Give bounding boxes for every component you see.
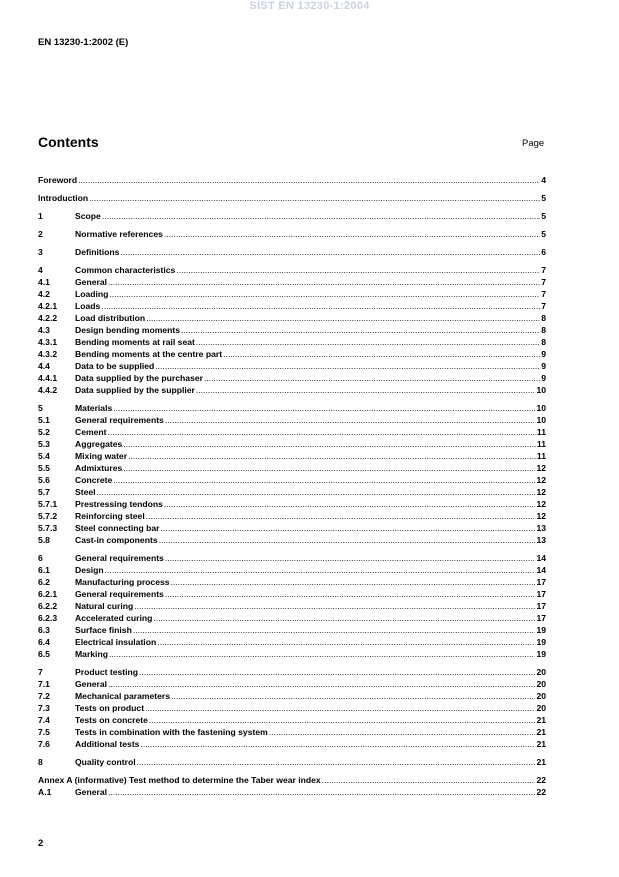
toc-entry-page: 11: [536, 427, 546, 437]
toc-entry[interactable]: [38, 576, 546, 588]
toc-entry-page: 17: [536, 577, 546, 587]
toc-dot-leader: [133, 624, 536, 636]
toc-entry-number: 7: [38, 667, 43, 677]
toc-entry-title: Electrical insulation: [75, 637, 157, 647]
toc-entry-title: Surface finish: [75, 625, 132, 635]
toc-entry-title: Bending moments at rail seat: [75, 337, 195, 347]
toc-entry-page: 13: [536, 535, 546, 545]
toc-entry-number: 7.6: [38, 739, 50, 749]
toc-entry-page: 12: [536, 463, 546, 473]
toc-entry-page: 21: [536, 727, 546, 737]
toc-entry-number: A.1: [38, 787, 52, 797]
toc-entry[interactable]: [38, 264, 546, 276]
toc-entry-title: Cement: [75, 427, 107, 437]
toc-group: [38, 192, 546, 204]
toc-dot-leader: [204, 372, 540, 384]
toc-group: [38, 264, 546, 396]
toc-entry-page: 19: [536, 625, 546, 635]
toc-entry[interactable]: [38, 474, 546, 486]
toc-entry-page: 20: [536, 703, 546, 713]
toc-entry-title: Prestressing tendons: [75, 499, 163, 509]
toc-group: [38, 174, 546, 186]
toc-dot-leader: [123, 462, 535, 474]
toc-entry-page: 14: [536, 565, 546, 575]
toc-entry-title: General requirements: [75, 553, 164, 563]
toc-entry[interactable]: [38, 276, 546, 288]
table-of-contents: [38, 174, 546, 804]
toc-dot-leader: [113, 474, 535, 486]
toc-dot-leader: [145, 702, 535, 714]
toc-group: [38, 246, 546, 258]
toc-group: [38, 552, 546, 660]
toc-dot-leader: [78, 174, 540, 186]
toc-entry-title: Load distribution: [75, 313, 146, 323]
toc-dot-leader: [181, 324, 540, 336]
toc-entry[interactable]: [38, 450, 546, 462]
toc-entry-number: 6.2.2: [38, 601, 58, 611]
toc-entry-title: Data supplied by the supplier: [75, 385, 195, 395]
toc-entry[interactable]: [38, 534, 546, 546]
toc-entry-title: Introduction: [38, 193, 89, 203]
toc-entry[interactable]: [38, 414, 546, 426]
toc-entry-page: 7: [541, 301, 546, 311]
toc-entry-number: 5.7.3: [38, 523, 58, 533]
toc-entry-page: 12: [536, 475, 546, 485]
toc-entry-number: 7.1: [38, 679, 50, 689]
toc-entry[interactable]: [38, 438, 546, 450]
toc-entry-page: 5: [541, 211, 546, 221]
toc-entry-title: Tests in combination with the fastening system: [75, 727, 268, 737]
toc-entry[interactable]: [38, 612, 546, 624]
toc-dot-leader: [165, 552, 536, 564]
toc-entry[interactable]: [38, 756, 546, 768]
toc-entry-title: Foreword: [38, 175, 78, 185]
toc-entry-number: 5.7.2: [38, 511, 58, 521]
toc-entry[interactable]: [38, 288, 546, 300]
toc-entry-page: 5: [541, 193, 546, 203]
toc-entry-page: 7: [541, 265, 546, 275]
toc-entry[interactable]: [38, 360, 546, 372]
toc-entry-page: 21: [536, 757, 546, 767]
toc-entry[interactable]: [38, 384, 546, 396]
toc-dot-leader: [123, 438, 536, 450]
toc-entry-number: 4.3: [38, 325, 50, 335]
toc-group: [38, 210, 546, 222]
toc-entry-page: 20: [536, 679, 546, 689]
toc-entry[interactable]: [38, 636, 546, 648]
toc-entry[interactable]: [38, 624, 546, 636]
toc-entry-number: 2: [38, 229, 43, 239]
toc-entry[interactable]: [38, 426, 546, 438]
toc-dot-leader: [146, 312, 540, 324]
toc-entry[interactable]: [38, 564, 546, 576]
toc-entry[interactable]: [38, 678, 546, 690]
toc-entry-title: Loading: [75, 289, 109, 299]
toc-entry-number: 5.2: [38, 427, 50, 437]
toc-entry-page: 13: [536, 523, 546, 533]
toc-entry-number: 4.4.2: [38, 385, 58, 395]
toc-entry-page: 9: [541, 349, 546, 359]
toc-entry-number: 5.4: [38, 451, 50, 461]
toc-dot-leader: [164, 498, 536, 510]
toc-entry-title: Accelerated curing: [75, 613, 153, 623]
toc-entry-number: 4.3.2: [38, 349, 58, 359]
toc-dot-leader: [159, 534, 536, 546]
toc-entry[interactable]: [38, 588, 546, 600]
toc-entry-page: 22: [536, 787, 546, 797]
toc-group: [38, 228, 546, 240]
toc-dot-leader: [102, 210, 540, 222]
toc-entry-page: 10: [536, 415, 546, 425]
toc-entry-title: Tests on concrete: [75, 715, 148, 725]
toc-entry-title: Natural curing: [75, 601, 134, 611]
toc-entry-number: 1: [38, 211, 43, 221]
toc-entry-number: 4.1: [38, 277, 50, 287]
toc-dot-leader: [128, 450, 536, 462]
toc-entry-number: 4.3.1: [38, 337, 58, 347]
toc-entry-number: 5.5: [38, 463, 50, 473]
toc-dot-leader: [137, 756, 536, 768]
toc-entry-page: 19: [536, 649, 546, 659]
toc-entry-number: 4.2.1: [38, 301, 58, 311]
toc-entry[interactable]: [38, 246, 546, 258]
toc-entry-number: 5.7.1: [38, 499, 58, 509]
toc-entry[interactable]: [38, 786, 546, 798]
toc-entry-number: 8: [38, 757, 43, 767]
toc-dot-leader: [196, 336, 540, 348]
toc-entry-title: Concrete: [75, 475, 113, 485]
toc-entry-title: Admixtures: [75, 463, 123, 473]
toc-entry-number: 6.1: [38, 565, 50, 575]
toc-entry[interactable]: [38, 348, 546, 360]
toc-entry[interactable]: [38, 228, 546, 240]
toc-dot-leader: [140, 738, 535, 750]
page-number: 2: [38, 838, 44, 849]
toc-entry[interactable]: [38, 312, 546, 324]
toc-entry-number: 6.2.1: [38, 589, 58, 599]
toc-dot-leader: [155, 360, 540, 372]
toc-dot-leader: [161, 522, 536, 534]
toc-entry-title: Mechanical parameters: [75, 691, 171, 701]
toc-dot-leader: [176, 264, 540, 276]
toc-entry[interactable]: [38, 300, 546, 312]
toc-dot-leader: [108, 276, 540, 288]
toc-entry-title: Design bending moments: [75, 325, 181, 335]
toc-entry-number: 5.7: [38, 487, 50, 497]
toc-entry-title: Definitions: [75, 247, 120, 257]
toc-entry-page: 17: [536, 613, 546, 623]
toc-entry-title: General: [75, 277, 108, 287]
toc-entry[interactable]: [38, 336, 546, 348]
toc-entry[interactable]: [38, 192, 546, 204]
toc-entry-title: Data to be supplied: [75, 361, 155, 371]
toc-entry-page: 14: [536, 553, 546, 563]
contents-title: Contents: [38, 134, 99, 150]
toc-entry[interactable]: [38, 702, 546, 714]
toc-entry-title: General: [75, 679, 108, 689]
toc-dot-leader: [196, 384, 536, 396]
toc-entry-page: 8: [541, 325, 546, 335]
toc-group: [38, 774, 546, 798]
toc-entry-number: 5: [38, 403, 43, 413]
toc-entry-number: 3: [38, 247, 43, 257]
toc-entry-page: 8: [541, 313, 546, 323]
toc-dot-leader: [89, 192, 540, 204]
page-column-label: Page: [522, 138, 545, 149]
toc-entry-number: 4.2: [38, 289, 50, 299]
document-id: EN 13230-1:2002 (E): [38, 37, 129, 48]
toc-group: [38, 402, 546, 546]
toc-entry-number: 7.2: [38, 691, 50, 701]
toc-entry-title: Design: [75, 565, 104, 575]
toc-entry-number: 6.4: [38, 637, 50, 647]
toc-entry-number: 6.3: [38, 625, 50, 635]
toc-entry-title: Data supplied by the purchaser: [75, 373, 203, 383]
toc-dot-leader: [109, 648, 535, 660]
toc-entry[interactable]: [38, 324, 546, 336]
toc-entry-title: Bending moments at the centre part: [75, 349, 223, 359]
toc-entry-title: Scope: [75, 211, 101, 221]
toc-entry[interactable]: [38, 600, 546, 612]
toc-entry-number: 5.8: [38, 535, 50, 545]
toc-dot-leader: [153, 612, 535, 624]
toc-entry[interactable]: [38, 498, 546, 510]
toc-entry-number: 4.4.1: [38, 373, 58, 383]
toc-entry-number: 7.4: [38, 715, 50, 725]
toc-dot-leader: [157, 636, 535, 648]
toc-entry-page: 20: [536, 667, 546, 677]
toc-dot-leader: [139, 666, 535, 678]
toc-dot-leader: [322, 774, 536, 786]
toc-entry-number: 7.5: [38, 727, 50, 737]
toc-entry-title: Mixing water: [75, 451, 128, 461]
toc-entry[interactable]: [38, 690, 546, 702]
toc-entry[interactable]: [38, 462, 546, 474]
toc-dot-leader: [109, 288, 540, 300]
toc-entry-title: Loads: [75, 301, 101, 311]
toc-entry-page: 11: [536, 439, 546, 449]
toc-entry-number: 4.2.2: [38, 313, 58, 323]
toc-entry-title: Marking: [75, 649, 108, 659]
toc-entry-number: 6.2: [38, 577, 50, 587]
toc-entry-page: 8: [541, 337, 546, 347]
toc-entry[interactable]: [38, 774, 546, 786]
toc-entry-title: General: [75, 787, 108, 797]
toc-entry-title: Steel connecting bar: [75, 523, 160, 533]
toc-entry-number: 5.3: [38, 439, 50, 449]
toc-dot-leader: [171, 576, 536, 588]
toc-entry-title: Materials: [75, 403, 113, 413]
toc-dot-leader: [269, 726, 536, 738]
toc-entry-title: Tests on product: [75, 703, 145, 713]
toc-entry-title: General requirements: [75, 415, 164, 425]
toc-entry-page: 7: [541, 289, 546, 299]
toc-entry-page: 21: [536, 739, 546, 749]
toc-dot-leader: [164, 228, 540, 240]
toc-entry[interactable]: [38, 726, 546, 738]
toc-dot-leader: [120, 246, 540, 258]
toc-entry-page: 4: [541, 175, 546, 185]
toc-dot-leader: [113, 402, 535, 414]
toc-entry-number: 6.5: [38, 649, 50, 659]
toc-entry-page: 12: [536, 499, 546, 509]
toc-entry-page: 12: [536, 487, 546, 497]
toc-entry[interactable]: [38, 738, 546, 750]
toc-dot-leader: [149, 714, 536, 726]
toc-entry-page: 20: [536, 691, 546, 701]
toc-entry-title: Reinforcing steel: [75, 511, 145, 521]
toc-entry[interactable]: [38, 372, 546, 384]
toc-entry-page: 9: [541, 373, 546, 383]
toc-entry-title: Additional tests: [75, 739, 140, 749]
toc-entry[interactable]: [38, 210, 546, 222]
toc-entry[interactable]: [38, 174, 546, 186]
toc-entry-number: 5.6: [38, 475, 50, 485]
toc-group: [38, 756, 546, 768]
toc-entry-title: Cast-in components: [75, 535, 158, 545]
toc-entry-page: 7: [541, 277, 546, 287]
toc-dot-leader: [97, 486, 536, 498]
toc-dot-leader: [108, 678, 535, 690]
toc-dot-leader: [108, 786, 535, 798]
toc-entry-number: 4: [38, 265, 43, 275]
toc-entry-number: 7.3: [38, 703, 50, 713]
toc-entry-page: 10: [536, 385, 546, 395]
toc-dot-leader: [146, 510, 536, 522]
toc-entry-number: 5.1: [38, 415, 50, 425]
watermark: SIST EN 13230-1:2004: [249, 0, 370, 12]
toc-dot-leader: [101, 300, 540, 312]
toc-entry[interactable]: [38, 666, 546, 678]
toc-entry[interactable]: [38, 522, 546, 534]
toc-entry-title: Aggregates: [75, 439, 123, 449]
toc-dot-leader: [171, 690, 535, 702]
toc-entry[interactable]: [38, 402, 546, 414]
toc-entry-title: Normative references: [75, 229, 163, 239]
toc-entry-title: Manufacturing process: [75, 577, 170, 587]
toc-entry-title: Common characteristics: [75, 265, 176, 275]
toc-entry-page: 10: [536, 403, 546, 413]
toc-entry-page: 21: [536, 715, 546, 725]
toc-entry-page: 9: [541, 361, 546, 371]
toc-entry-title: Product testing: [75, 667, 139, 677]
toc-entry-number: 6: [38, 553, 43, 563]
toc-entry-page: 19: [536, 637, 546, 647]
toc-entry[interactable]: [38, 486, 546, 498]
toc-group: [38, 666, 546, 750]
toc-entry-title: General requirements: [75, 589, 164, 599]
toc-entry-page: 6: [541, 247, 546, 257]
toc-entry-title: Annex A (informative) Test method to determine the Taber wear index: [38, 775, 321, 785]
toc-entry-page: 5: [541, 229, 546, 239]
toc-entry[interactable]: [38, 714, 546, 726]
toc-entry-number: 6.2.3: [38, 613, 58, 623]
toc-dot-leader: [108, 426, 536, 438]
toc-entry-title: Quality control: [75, 757, 136, 767]
toc-entry-page: 22: [536, 775, 546, 785]
toc-entry-page: 17: [536, 589, 546, 599]
toc-entry-page: 17: [536, 601, 546, 611]
toc-entry-page: 12: [536, 511, 546, 521]
toc-entry-title: Steel: [75, 487, 96, 497]
toc-dot-leader: [165, 588, 536, 600]
toc-dot-leader: [105, 564, 536, 576]
toc-entry[interactable]: [38, 552, 546, 564]
toc-entry[interactable]: [38, 510, 546, 522]
toc-entry[interactable]: [38, 648, 546, 660]
toc-dot-leader: [134, 600, 535, 612]
toc-dot-leader: [223, 348, 540, 360]
toc-dot-leader: [165, 414, 536, 426]
toc-entry-page: 11: [536, 451, 546, 461]
toc-entry-number: 4.4: [38, 361, 50, 371]
